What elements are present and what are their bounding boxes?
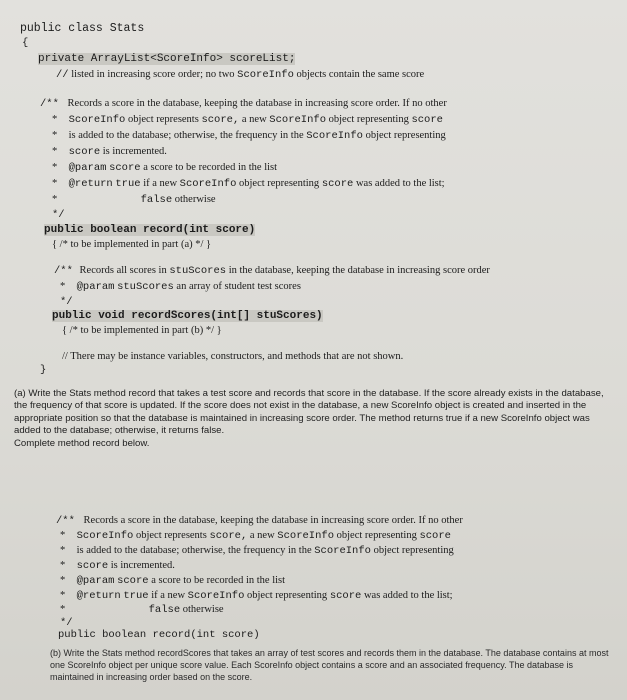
part-a-text: (a) Write the Stats method record that takes a test score and records that score in the database. If the score already exists in the database, the frequency of that score is updated. If the score does not exist in the database, a new ScoreInfo object is created and inserted in the appropriate position so that the database is maintained in increasing score order. The method returns true if a new ScoreInfo object was added to the database; otherwise, it returns false. <box>14 388 604 437</box>
doc-comment-line: * @param score a score to be recorded in the list <box>52 162 278 174</box>
close-brace: } <box>40 364 47 376</box>
note-comment: // There may be instance variables, constructors, and methods that are not shown. <box>62 351 404 362</box>
doc-comment-line: /** Records all scores in stuScores in the database, keeping the database in increasing score order <box>54 265 490 277</box>
doc-comment-line: * is added to the database; otherwise, the frequency in the ScoreInfo object representing <box>52 130 446 142</box>
doc-comment-close: */ <box>60 296 73 308</box>
doc-comment-line: * @param score a score to be recorded in the list <box>60 575 286 587</box>
doc-comment-line: * @return true if a new ScoreInfo object representing score was added to the list; <box>60 590 453 602</box>
class-header: public class Stats <box>20 22 145 35</box>
doc-comment-close: */ <box>60 617 73 629</box>
doc-comment-line: * @return true if a new ScoreInfo object representing score was added to the list; <box>52 178 445 190</box>
field-comment: // listed in increasing score order; no two ScoreInfo objects contain the same score <box>56 69 425 81</box>
field-declaration: private ArrayList<ScoreInfo> scoreList; <box>38 53 296 65</box>
doc-comment-line: * score is incremented. <box>60 560 175 572</box>
doc-comment-line: * is added to the database; otherwise, the frequency in the ScoreInfo object representing <box>60 545 454 557</box>
doc-comment-line: * false otherwise <box>60 604 224 616</box>
record-method-signature: public boolean record(int score) <box>44 224 256 236</box>
doc-comment-line: /** Records a score in the database, keeping the database in increasing score order. If no other <box>40 98 447 110</box>
open-brace: { <box>22 37 29 49</box>
part-a-question <box>14 388 614 450</box>
doc-comment-line: * @param stuScores an array of student test scores <box>60 281 301 293</box>
part-b-text: (b) Write the Stats method recordScores that takes an array of test scores and records them in the database. The database contains at most one ScoreInfo object per unique score value. Each ScoreInfo object contains a score and an associated frequency. The database is maintained in increasing order based on the score. <box>50 648 609 682</box>
record-scores-method-body: { /* to be implemented in part (b) */ } <box>62 325 222 336</box>
doc-comment-line: * false otherwise <box>52 194 216 206</box>
doc-comment-line: * ScoreInfo object represents score, a new ScoreInfo object representing score <box>60 530 451 542</box>
doc-comment-line: * ScoreInfo object represents score, a new ScoreInfo object representing score <box>52 114 443 126</box>
doc-comment-line: * score is incremented. <box>52 146 167 158</box>
part-b-question <box>50 648 610 683</box>
record-method-body: { /* to be implemented in part (a) */ } <box>52 239 212 250</box>
record-scores-method-signature: public void recordScores(int[] stuScores) <box>52 310 323 322</box>
record-method-signature: public boolean record(int score) <box>58 629 260 641</box>
doc-comment-close: */ <box>52 209 65 221</box>
part-a-instruction: Complete method record below. <box>14 437 150 449</box>
doc-comment-line: /** Records a score in the database, keeping the database in increasing score order. If no other <box>56 515 463 527</box>
